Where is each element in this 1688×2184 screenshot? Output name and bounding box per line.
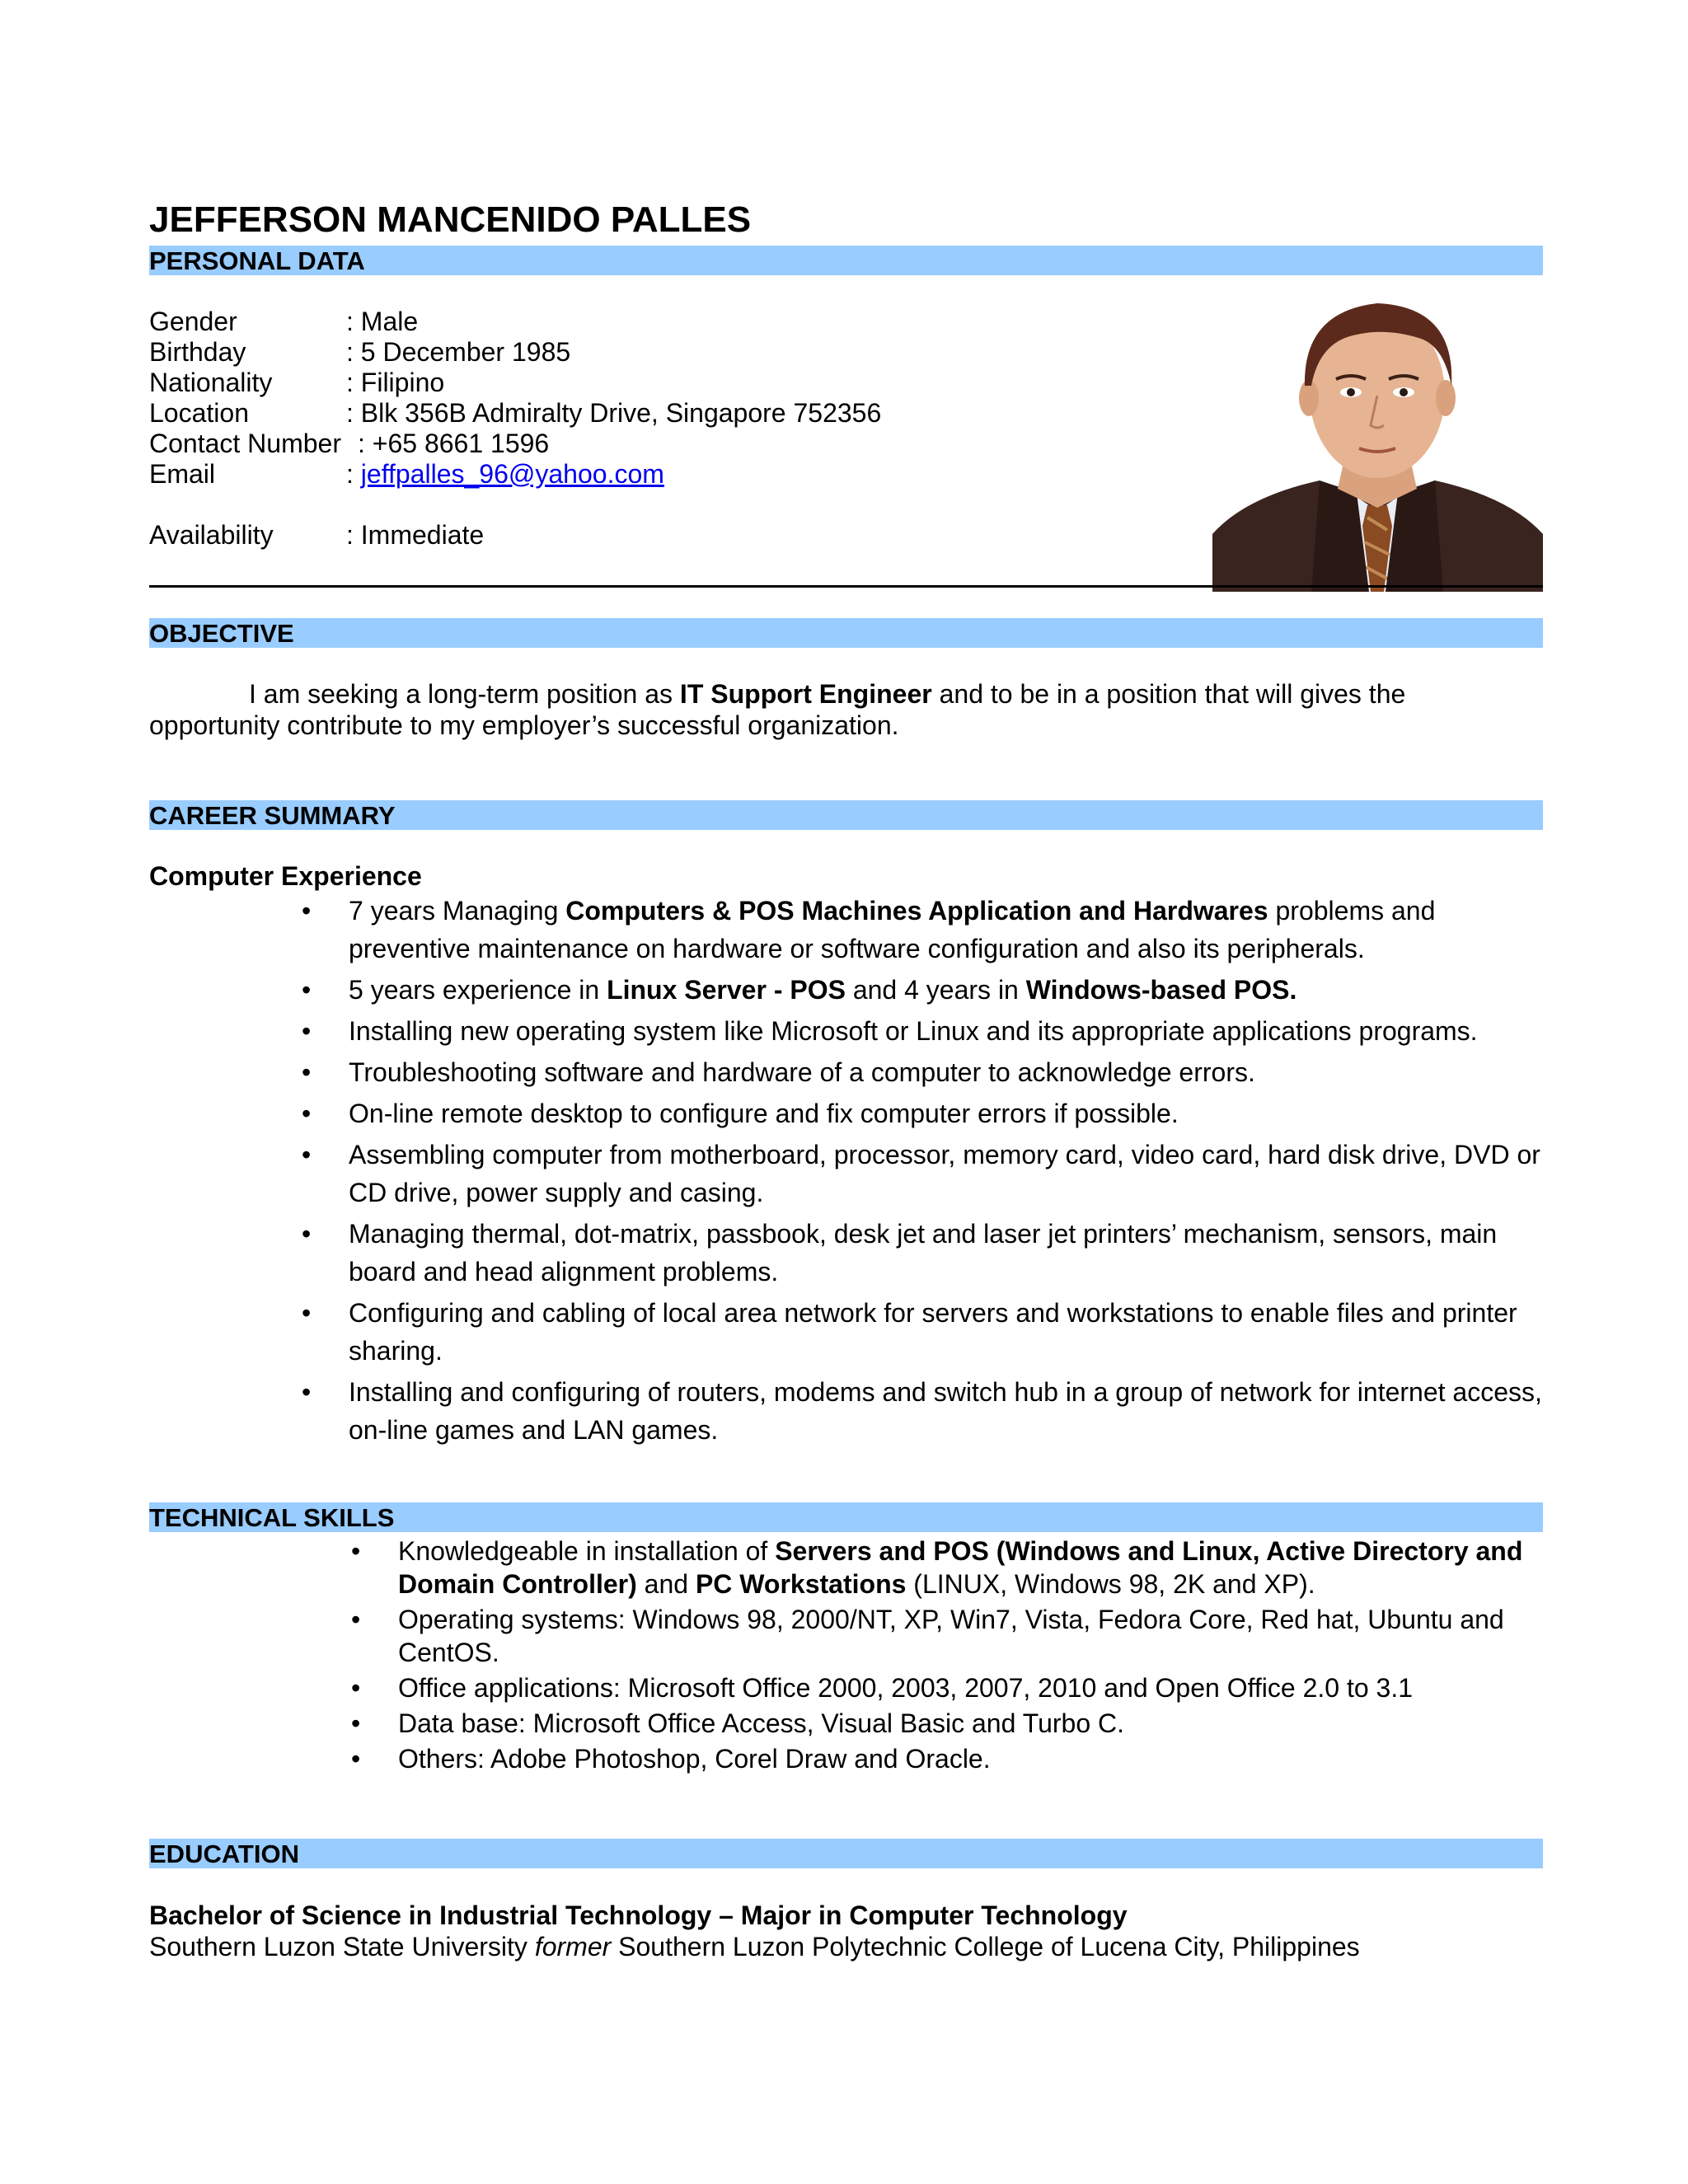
skills-bullet-list	[351, 1535, 1543, 1778]
section-heading: TECHNICAL SKILLS	[149, 1503, 395, 1532]
nationality-value: : Filipino	[346, 368, 445, 397]
career-bullet-list	[302, 892, 1543, 1452]
list-item: • Assembling computer from motherboard, processor, memory card, video card, hard disk drive, DVD or CD drive, power supply and casing.	[302, 1140, 1540, 1207]
section-heading: EDUCATION	[149, 1840, 299, 1868]
email-link[interactable]: jeffpalles_96@yahoo.com	[360, 459, 664, 489]
list-item: • Office applications: Microsoft Office 2000, 2003, 2007, 2010 and Open Office 2.0 to 3.1	[351, 1673, 1414, 1703]
location-label: Location	[149, 398, 249, 428]
objective-role: IT Support Engineer	[679, 679, 932, 709]
profile-photo	[1212, 295, 1543, 592]
section-heading: OBJECTIVE	[149, 619, 294, 648]
availability-label: Availability	[149, 520, 274, 550]
email-value	[346, 459, 664, 490]
contact-label: Contact Number	[149, 429, 341, 458]
birthday-label: Birthday	[149, 337, 246, 367]
list-item: • Configuring and cabling of local area network for servers and workstations to enable files and printer sharing.	[302, 1298, 1517, 1366]
list-item: • Knowledgeable in installation of Servers and POS (Windows and Linux, Active Directory and Domain Controller) and PC Workstations (LINUX, Windows 98, 2K and XP).	[351, 1536, 1523, 1599]
gender-label: Gender	[149, 307, 237, 336]
section-career-summary	[149, 800, 1543, 830]
list-item: • Data base: Microsoft Office Access, Visual Basic and Turbo C.	[351, 1708, 1124, 1738]
personal-divider	[149, 585, 1543, 588]
gender-value: : Male	[346, 307, 419, 336]
computer-experience-heading: Computer Experience	[149, 861, 422, 891]
availability-value: : Immediate	[346, 520, 485, 550]
objective-part-2: and to be in a position that will gives the opportunity contribute to my employer’s successful organization.	[149, 679, 1406, 740]
school-name: Southern Luzon State University former Southern Luzon Polytechnic College of Lucena City, Philippines	[149, 1932, 1360, 1961]
list-item: • Operating systems: Windows 98, 2000/NT, XP, Win7, Vista, Fedora Core, Red hat, Ubuntu and CentOS.	[351, 1605, 1504, 1667]
list-item: • Installing new operating system like Microsoft or Linux and its appropriate applications programs.	[302, 1016, 1478, 1046]
objective-text	[149, 678, 1543, 741]
list-item: • Troubleshooting software and hardware of a computer to acknowledge errors.	[302, 1057, 1255, 1087]
list-item: • Others: Adobe Photoshop, Corel Draw and Oracle.	[351, 1744, 991, 1774]
email-label: Email	[149, 459, 216, 489]
section-heading: CAREER SUMMARY	[149, 801, 396, 830]
birthday-value: : 5 December 1985	[346, 337, 571, 367]
section-education	[149, 1839, 1543, 1868]
section-technical-skills	[149, 1502, 1543, 1532]
section-objective	[149, 618, 1543, 648]
location-value: : Blk 356B Admiralty Drive, Singapore 752356	[346, 398, 882, 428]
list-item: • 7 years Managing Computers & POS Machines Application and Hardwares problems and preventive maintenance on hardware or software configuration and also its peripherals.	[302, 896, 1436, 963]
objective-part-1: I am seeking a long-term position as	[249, 679, 680, 709]
portrait-icon	[1212, 295, 1543, 592]
list-item: • Managing thermal, dot-matrix, passbook, desk jet and laser jet printers’ mechanism, sensors, main board and head alignment problems.	[302, 1219, 1498, 1286]
contact-value: : +65 8661 1596	[358, 429, 550, 458]
applicant-name: JEFFERSON MANCENIDO PALLES	[149, 196, 1543, 248]
degree-title: Bachelor of Science in Industrial Technology – Major in Computer Technology	[149, 1900, 1128, 1930]
personal-data-list	[149, 307, 1138, 550]
section-personal-data	[149, 246, 1543, 275]
email-colon: :	[346, 459, 361, 489]
list-item: • 5 years experience in Linux Server - POS and 4 years in Windows-based POS.	[302, 975, 1297, 1005]
list-item: • On-line remote desktop to configure and fix computer errors if possible.	[302, 1099, 1179, 1128]
list-item: • Installing and configuring of routers, modems and switch hub in a group of network for internet access, on-line games and LAN games.	[302, 1377, 1542, 1445]
nationality-label: Nationality	[149, 368, 273, 397]
section-heading: PERSONAL DATA	[149, 246, 365, 275]
